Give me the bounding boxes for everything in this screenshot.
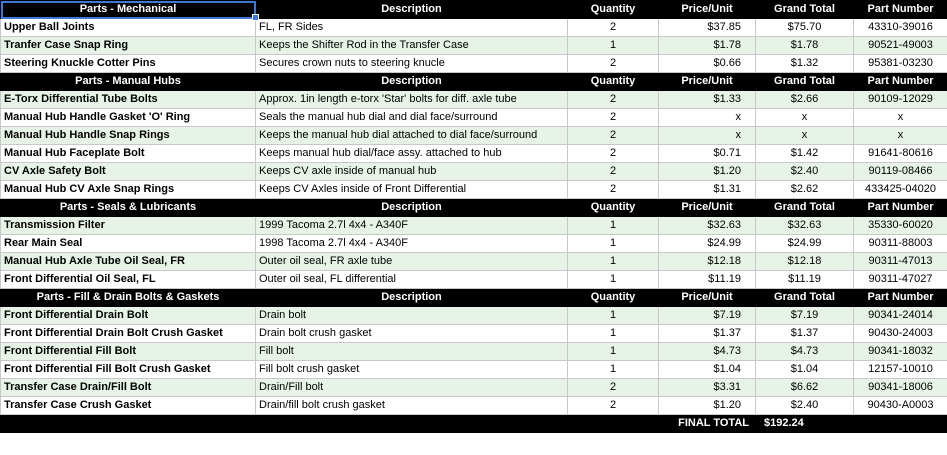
grand-total-cell[interactable]: $4.73 (756, 343, 854, 361)
header-description-cell[interactable]: Description (256, 1, 568, 19)
header-description-cell[interactable]: Description (256, 289, 568, 307)
quantity-cell[interactable]: 2 (568, 397, 659, 415)
description-cell[interactable]: Keeps CV Axles inside of Front Differential (256, 181, 568, 199)
part-number-cell[interactable]: x (854, 127, 947, 145)
part-number-cell[interactable]: 12157-10010 (854, 361, 947, 379)
part-name-cell[interactable]: Manual Hub Faceplate Bolt (1, 145, 256, 163)
table-row (1, 163, 947, 181)
table-row (1, 325, 947, 343)
price-cell[interactable]: $12.18 (659, 253, 756, 271)
table-row (1, 181, 947, 199)
quantity-cell[interactable]: 1 (568, 217, 659, 235)
price-cell[interactable]: $0.71 (659, 145, 756, 163)
grand-total-cell[interactable]: $1.78 (756, 37, 854, 55)
description-cell[interactable]: FL, FR Sides (256, 19, 568, 37)
part-number-cell[interactable]: 90521-49003 (854, 37, 947, 55)
part-name-cell[interactable]: Front Differential Drain Bolt (1, 307, 256, 325)
grand-total-cell[interactable]: $7.19 (756, 307, 854, 325)
grand-total-cell[interactable]: $1.37 (756, 325, 854, 343)
part-number-cell[interactable]: 433425-04020 (854, 181, 947, 199)
header-part-number-cell[interactable]: Part Number (854, 199, 947, 217)
header-total-cell[interactable]: Grand Total (756, 289, 854, 307)
part-name-cell[interactable]: CV Axle Safety Bolt (1, 163, 256, 181)
part-number-cell[interactable]: 90430-24003 (854, 325, 947, 343)
part-number-cell[interactable]: 90109-12029 (854, 91, 947, 109)
description-cell[interactable]: 1999 Tacoma 2.7l 4x4 - A340F (256, 217, 568, 235)
table-row (1, 127, 947, 145)
part-name-cell[interactable]: Manual Hub Axle Tube Oil Seal, FR (1, 253, 256, 271)
grand-total-cell[interactable]: x (756, 109, 854, 127)
final-total-label[interactable]: FINAL TOTAL (659, 415, 756, 433)
part-name-cell[interactable]: Steering Knuckle Cotter Pins (1, 55, 256, 73)
grand-total-cell[interactable]: $2.40 (756, 397, 854, 415)
grand-total-cell[interactable]: x (756, 127, 854, 145)
price-cell[interactable]: $1.20 (659, 397, 756, 415)
table-row (1, 55, 947, 73)
section-title-cell[interactable]: Parts - Mechanical (1, 1, 256, 19)
description-cell[interactable]: Keeps the Shifter Rod in the Transfer Case (256, 37, 568, 55)
part-number-cell[interactable]: 90341-18006 (854, 379, 947, 397)
section-title-cell[interactable]: Parts - Fill & Drain Bolts & Gaskets (1, 289, 256, 307)
price-cell[interactable]: $32.63 (659, 217, 756, 235)
final-total-row (1, 415, 947, 433)
price-cell[interactable]: $1.37 (659, 325, 756, 343)
description-cell[interactable]: Keeps manual hub dial/face assy. attached to hub (256, 145, 568, 163)
part-name-cell[interactable]: Front Differential Fill Bolt (1, 343, 256, 361)
header-price-cell[interactable]: Price/Unit (659, 199, 756, 217)
quantity-cell[interactable]: 2 (568, 91, 659, 109)
price-cell[interactable]: $4.73 (659, 343, 756, 361)
section-header-row (1, 1, 947, 19)
part-name-cell[interactable]: Manual Hub Handle Gasket 'O' Ring (1, 109, 256, 127)
table-row (1, 217, 947, 235)
grand-total-cell[interactable]: $1.32 (756, 55, 854, 73)
header-total-cell[interactable]: Grand Total (756, 73, 854, 91)
part-number-cell[interactable]: 43310-39016 (854, 19, 947, 37)
part-number-cell[interactable]: 95381-03230 (854, 55, 947, 73)
parts-table-body (1, 1, 947, 433)
quantity-cell[interactable]: 2 (568, 163, 659, 181)
header-price-cell[interactable]: Price/Unit (659, 289, 756, 307)
header-part-number-cell[interactable]: Part Number (854, 1, 947, 19)
grand-total-cell[interactable]: $6.62 (756, 379, 854, 397)
final-empty-cell[interactable] (568, 415, 659, 433)
table-row (1, 307, 947, 325)
selection-fill-handle[interactable] (252, 14, 259, 21)
quantity-cell[interactable]: 2 (568, 145, 659, 163)
header-part-number-cell[interactable]: Part Number (854, 73, 947, 91)
table-row (1, 271, 947, 289)
table-row (1, 91, 947, 109)
table-row (1, 235, 947, 253)
quantity-cell[interactable]: 1 (568, 343, 659, 361)
section-header-row (1, 289, 947, 307)
header-total-cell[interactable]: Grand Total (756, 1, 854, 19)
price-cell[interactable]: $7.19 (659, 307, 756, 325)
price-cell[interactable]: $1.20 (659, 163, 756, 181)
price-cell[interactable]: $24.99 (659, 235, 756, 253)
quantity-cell[interactable]: 2 (568, 19, 659, 37)
header-description-cell[interactable]: Description (256, 73, 568, 91)
header-quantity-cell[interactable]: Quantity (568, 1, 659, 19)
quantity-cell[interactable]: 2 (568, 127, 659, 145)
grand-total-cell[interactable]: $2.40 (756, 163, 854, 181)
price-cell[interactable]: $0.66 (659, 55, 756, 73)
grand-total-cell[interactable]: $11.19 (756, 271, 854, 289)
header-part-number-cell[interactable]: Part Number (854, 289, 947, 307)
part-name-cell[interactable]: Rear Main Seal (1, 235, 256, 253)
part-name-cell[interactable]: Manual Hub CV Axle Snap Rings (1, 181, 256, 199)
grand-total-cell[interactable]: $24.99 (756, 235, 854, 253)
quantity-cell[interactable]: 1 (568, 37, 659, 55)
quantity-cell[interactable]: 2 (568, 55, 659, 73)
price-cell[interactable]: $1.33 (659, 91, 756, 109)
description-cell[interactable]: Fill bolt (256, 343, 568, 361)
part-name-cell[interactable]: Manual Hub Handle Snap Rings (1, 127, 256, 145)
table-row (1, 397, 947, 415)
table-row (1, 253, 947, 271)
description-cell[interactable]: Approx. 1in length e-torx 'Star' bolts for diff. axle tube (256, 91, 568, 109)
section-header-row (1, 73, 947, 91)
quantity-cell[interactable]: 1 (568, 253, 659, 271)
part-number-cell[interactable]: 90430-A0003 (854, 397, 947, 415)
grand-total-cell[interactable]: $75.70 (756, 19, 854, 37)
header-price-cell[interactable]: Price/Unit (659, 73, 756, 91)
quantity-cell[interactable]: 2 (568, 109, 659, 127)
description-cell[interactable]: Drain/fill bolt crush gasket (256, 397, 568, 415)
description-cell[interactable]: 1998 Tacoma 2.7l 4x4 - A340F (256, 235, 568, 253)
section-title-cell[interactable]: Parts - Seals & Lubricants (1, 199, 256, 217)
table-row (1, 343, 947, 361)
description-cell[interactable]: Seals the manual hub dial and dial face/surround (256, 109, 568, 127)
part-number-cell[interactable]: 90311-88003 (854, 235, 947, 253)
table-row (1, 19, 947, 37)
grand-total-cell[interactable]: $2.66 (756, 91, 854, 109)
description-cell[interactable]: Secures crown nuts to steering knucle (256, 55, 568, 73)
header-total-cell[interactable]: Grand Total (756, 199, 854, 217)
description-cell[interactable]: Outer oil seal, FR axle tube (256, 253, 568, 271)
quantity-cell[interactable]: 1 (568, 361, 659, 379)
grand-total-cell[interactable]: $2.62 (756, 181, 854, 199)
part-number-cell[interactable]: x (854, 109, 947, 127)
header-description-cell[interactable]: Description (256, 199, 568, 217)
quantity-cell[interactable]: 2 (568, 379, 659, 397)
description-cell[interactable]: Fill bolt crush gasket (256, 361, 568, 379)
quantity-cell[interactable]: 2 (568, 181, 659, 199)
grand-total-cell[interactable]: $12.18 (756, 253, 854, 271)
price-cell[interactable]: $1.04 (659, 361, 756, 379)
price-cell[interactable]: x (659, 127, 756, 145)
part-name-cell[interactable]: Tranfer Case Snap Ring (1, 37, 256, 55)
grand-total-cell[interactable]: $1.04 (756, 361, 854, 379)
header-quantity-cell[interactable]: Quantity (568, 73, 659, 91)
part-name-cell[interactable]: E-Torx Differential Tube Bolts (1, 91, 256, 109)
description-cell[interactable]: Outer oil seal, FL differential (256, 271, 568, 289)
description-cell[interactable]: Keeps the manual hub dial attached to dial face/surround (256, 127, 568, 145)
section-header-row (1, 199, 947, 217)
part-number-cell[interactable]: 35330-60020 (854, 217, 947, 235)
description-cell[interactable]: Drain bolt (256, 307, 568, 325)
final-empty-cell[interactable] (256, 415, 568, 433)
part-name-cell[interactable]: Front Differential Drain Bolt Crush Gasket (1, 325, 256, 343)
description-cell[interactable]: Drain bolt crush gasket (256, 325, 568, 343)
description-cell[interactable]: Drain/Fill bolt (256, 379, 568, 397)
description-cell[interactable]: Keeps CV axle inside of manual hub (256, 163, 568, 181)
header-quantity-cell[interactable]: Quantity (568, 289, 659, 307)
price-cell[interactable]: $1.31 (659, 181, 756, 199)
final-total-value[interactable]: $192.24 (756, 415, 854, 433)
quantity-cell[interactable]: 1 (568, 271, 659, 289)
table-row (1, 37, 947, 55)
quantity-cell[interactable]: 1 (568, 325, 659, 343)
part-number-cell[interactable]: 90119-08466 (854, 163, 947, 181)
price-cell[interactable]: $1.78 (659, 37, 756, 55)
part-name-cell[interactable]: Front Differential Oil Seal, FL (1, 271, 256, 289)
part-number-cell[interactable]: 91641-80616 (854, 145, 947, 163)
part-number-cell[interactable]: 90311-47013 (854, 253, 947, 271)
final-empty-cell[interactable] (1, 415, 256, 433)
part-number-cell[interactable]: 90311-47027 (854, 271, 947, 289)
header-quantity-cell[interactable]: Quantity (568, 199, 659, 217)
table-row (1, 379, 947, 397)
quantity-cell[interactable]: 1 (568, 235, 659, 253)
section-title-cell[interactable]: Parts - Manual Hubs (1, 73, 256, 91)
grand-total-cell[interactable]: $1.42 (756, 145, 854, 163)
part-name-cell[interactable]: Transfer Case Crush Gasket (1, 397, 256, 415)
part-number-cell[interactable]: 90341-24014 (854, 307, 947, 325)
grand-total-cell[interactable]: $32.63 (756, 217, 854, 235)
part-number-cell[interactable]: 90341-18032 (854, 343, 947, 361)
price-cell[interactable]: $3.31 (659, 379, 756, 397)
table-row (1, 145, 947, 163)
table-row (1, 361, 947, 379)
table-row (1, 109, 947, 127)
part-name-cell[interactable]: Transmission Filter (1, 217, 256, 235)
price-cell[interactable]: x (659, 109, 756, 127)
part-name-cell[interactable]: Transfer Case Drain/Fill Bolt (1, 379, 256, 397)
header-price-cell[interactable]: Price/Unit (659, 1, 756, 19)
final-empty-cell[interactable] (854, 415, 947, 433)
part-name-cell[interactable]: Front Differential Fill Bolt Crush Gasket (1, 361, 256, 379)
price-cell[interactable]: $11.19 (659, 271, 756, 289)
quantity-cell[interactable]: 1 (568, 307, 659, 325)
part-name-cell[interactable]: Upper Ball Joints (1, 19, 256, 37)
price-cell[interactable]: $37.85 (659, 19, 756, 37)
